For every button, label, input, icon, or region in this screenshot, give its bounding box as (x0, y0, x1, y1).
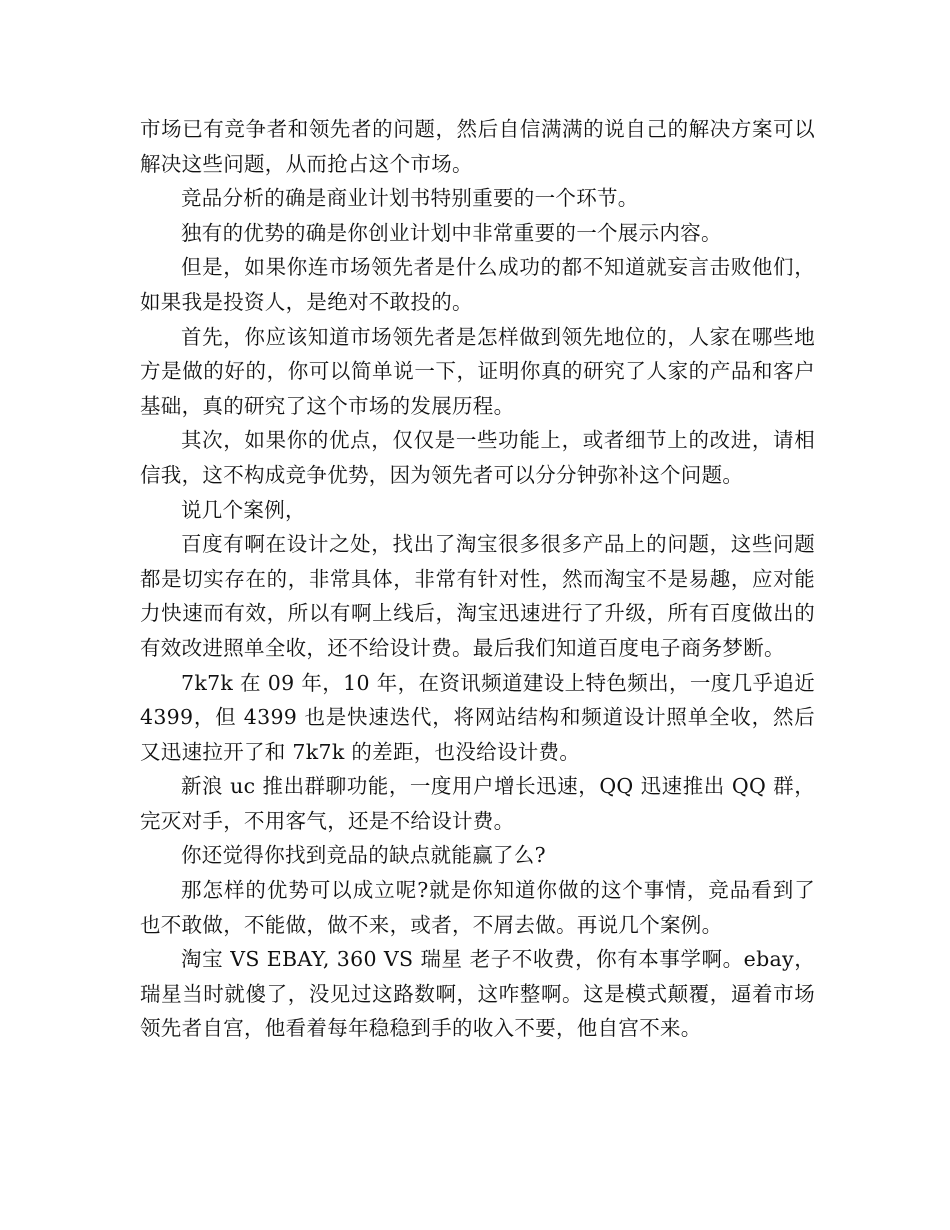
paragraph-6: 其次，如果你的优点，仅仅是一些功能上，或者细节上的改进，请相信我，这不构成竞争优势，因为领先者可以分分钟弥补这个问题。 (140, 428, 815, 487)
document-body (140, 112, 815, 1046)
paragraph-9: 7k7k 在 09 年，10 年，在资讯频道建设上特色频出，一度几乎追近 4399，但 4399 也是快速迭代，将网站结构和频道设计照单全收，然后又迅速拉开了和 7k7k 的差距，也没给设计费。 (140, 670, 815, 764)
paragraph-11: 你还觉得你找到竞品的缺点就能赢了么? (181, 843, 546, 868)
paragraph-3: 独有的优势的确是你创业计划中非常重要的一个展示内容。 (181, 220, 722, 245)
paragraph-5: 首先，你应该知道市场领先者是怎样做到领先地位的，人家在哪些地方是做的好的，你可以简单说一下，证明你真的研究了人家的产品和客户基础，真的研究了这个市场的发展历程。 (140, 324, 815, 418)
paragraph-4: 但是，如果你连市场领先者是什么成功的都不知道就妄言击败他们，如果我是投资人，是绝对不敢投的。 (140, 255, 815, 314)
paragraph-2: 竞品分析的确是商业计划书特别重要的一个环节。 (181, 186, 639, 211)
paragraph-12: 那怎样的优势可以成立呢?就是你知道你做的这个事情，竞品看到了也不敢做，不能做，做不来，或者，不屑去做。再说几个案例。 (140, 878, 815, 937)
paragraph-1: 市场已有竞争者和领先者的问题，然后自信满满的说自己的解决方案可以解决这些问题，从而抢占这个市场。 (140, 117, 815, 176)
paragraph-13: 淘宝 VS EBAY, 360 VS 瑞星 老子不收费，你有本事学啊。ebay，瑞星当时就傻了，没见过这路数啊，这咋整啊。这是模式颠覆，逼着市场领先者自宫，他看着每年稳稳到手的收入不要，他自宫不来。 (140, 947, 815, 1041)
paragraph-7: 说几个案例， (181, 497, 306, 522)
paragraph-10: 新浪 uc 推出群聊功能，一度用户增长迅速，QQ 迅速推出 QQ 群，完灭对手，不用客气，还是不给设计费。 (140, 774, 815, 833)
paragraph-8: 百度有啊在设计之处，找出了淘宝很多很多产品上的问题，这些问题都是切实存在的，非常具体，非常有针对性，然而淘宝不是易趣，应对能力快速而有效，所以有啊上线后，淘宝迅速进行了升级，所有百度做出的有效改进照单全收，还不给设计费。最后我们知道百度电子商务梦断。 (140, 532, 815, 660)
